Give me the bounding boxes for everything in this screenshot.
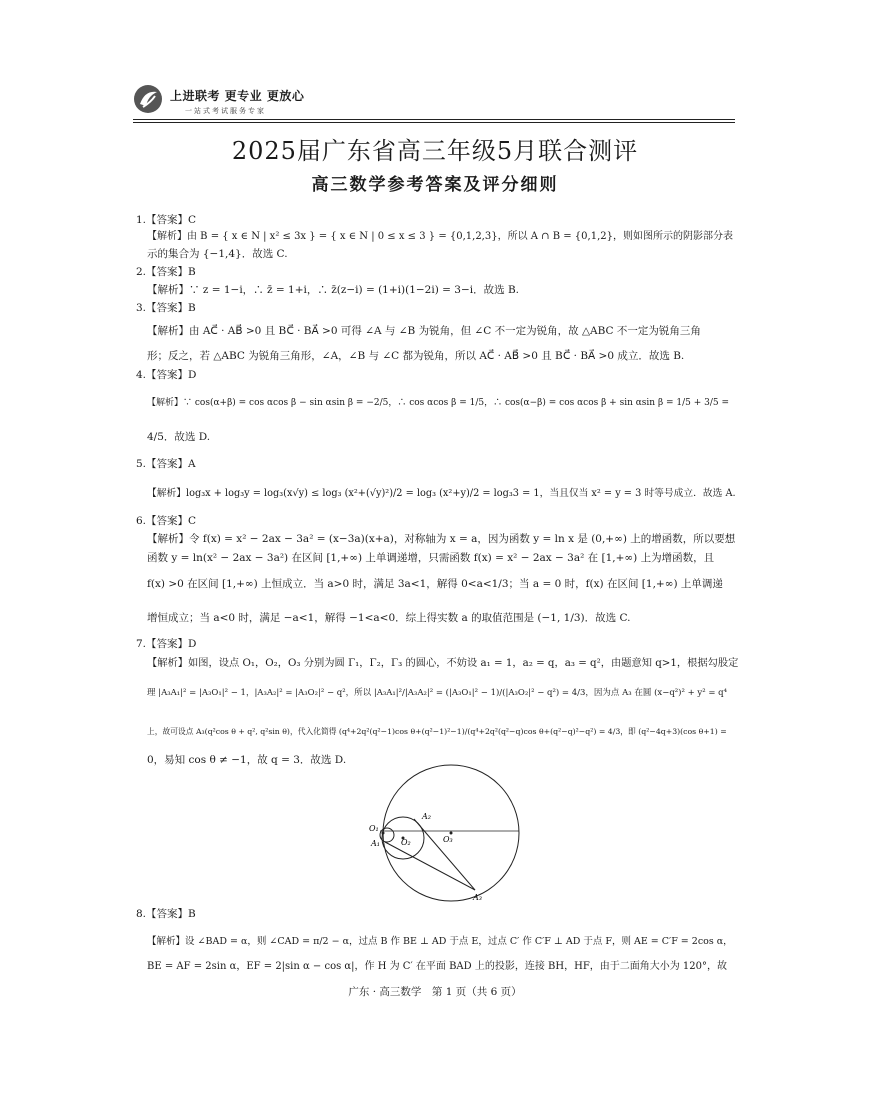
q7-line: 0，易知 cos θ ≠ −1，故 q = 3．故选 D.: [147, 754, 347, 766]
q6-line: f(x) >0 在区间 [1,+∞) 上恒成立．当 a>0 时，满足 3a<1，解得 0<a<1/3；当 a = 0 时，f(x) 在区间 [1,+∞) 上单调递: [147, 578, 723, 590]
figure-label: A₁: [371, 839, 380, 848]
page-subtitle: 高三数学参考答案及评分细则: [311, 175, 559, 195]
page-title: 2025届广东省高三年级5月联合测评: [231, 137, 639, 165]
q3-line: 形；反之，若 △ABC 为锐角三角形，∠A，∠B 与 ∠C 都为锐角，所以 AC⃗ · AB⃗ >0 且 BC⃗ · BA⃗ >0 成立．故选 B.: [147, 350, 685, 362]
figure-label: O₂: [401, 838, 411, 847]
header-slogan: 上进联考 更专业 更放心: [170, 89, 305, 103]
logo-icon: [133, 84, 163, 114]
q3-answer: 3.【答案】B: [136, 302, 196, 314]
header: [133, 84, 733, 124]
figure-label: A₂: [422, 812, 431, 821]
q5-answer: 5.【答案】A: [136, 458, 196, 470]
q7-answer: 7.【答案】D: [136, 638, 197, 650]
tangent-line: [414, 819, 475, 890]
q4-line: 【解析】∵ cos(α+β) = cos αcos β − sin αsin β = −2/5，∴ cos αcos β = 1/5，∴ cos(α−β) = cos αcos β + sin αsin β = 1/5 + 3/5 =: [147, 398, 730, 408]
q6-line: 【解析】令 f(x) = x² − 2ax − 3a² = (x−3a)(x+a)，对称轴为 x = a，因为函数 y = ln x 是 (0,+∞) 上的增函数，所以要想: [147, 533, 736, 545]
page-footer: 广东 · 高三数学 第 1 页（共 6 页）: [348, 986, 522, 998]
q7-line: 上，故可设点 A₃(q²cos θ + q², q²sin θ)，代入化简得 (q⁴+2q²(q²−1)cos θ+(q²−1)²−1)/(q⁴+2q²(q²−q)cos θ+(q²−q)²−q²) = 4/3，即 (q²−4q+3)(cos θ+1) =: [147, 727, 727, 736]
q1-line: 【解析】由 B = { x ∈ N | x² ≤ 3x } = { x ∈ N | 0 ≤ x ≤ 3 } = {0,1,2,3}，所以 A ∩ B = {0,1,2}，则如图所示的阴影部分表: [147, 231, 733, 242]
tangent-line: [385, 842, 475, 890]
q2-answer: 2.【答案】B: [136, 266, 196, 278]
q5-line: 【解析】log₃x + log₃y = log₃(x√y) ≤ log₃ (x²+(√y)²)/2 = log₃ (x²+y)/2 = log₃3 = 1，当且仅当 x² = y = 3 时等号成立．故选 A.: [147, 488, 736, 499]
q1-line: 示的集合为 {−1,4}．故选 C.: [147, 248, 288, 260]
q7-line: 理 |A₃A₁|² = |A₃O₁|² − 1，|A₃A₂|² = |A₃O₂|² − q²，所以 |A₃A₁|²/|A₃A₂|² = (|A₃O₁|² − 1)/(|A₃O₂|² − q²) = 4/3，因为点 A₃ 在圆 (x−q²)² + y² = q⁴: [147, 688, 727, 698]
figure-label: O₁: [369, 824, 379, 833]
figure-label: O₃: [443, 835, 453, 844]
q1-answer: 1.【答案】C: [136, 214, 197, 226]
q4-answer: 4.【答案】D: [136, 369, 197, 381]
q8-answer: 8.【答案】B: [136, 908, 196, 920]
q8-line: BE = AF = 2sin α，EF = 2|sin α − cos α|，作 H 为 C′ 在平面 BAD 上的投影，连接 BH，HF，由于二面角大小为 120°，故: [147, 961, 728, 972]
header-subslogan: 一站式考试服务专家: [185, 107, 266, 115]
header-rule-thin: [133, 122, 735, 123]
q7-figure: [365, 763, 545, 908]
center-point: [382, 832, 385, 835]
q2-line: 【解析】∵ z = 1−i，∴ z̄ = 1+i，∴ z̄(z−i) = (1+i)(1−2i) = 3−i．故选 B.: [147, 284, 520, 296]
header-rule: [133, 119, 735, 120]
q6-answer: 6.【答案】C: [136, 515, 197, 527]
q7-line: 【解析】如图，设点 O₁，O₂，O₃ 分别为圆 Γ₁，Γ₂，Γ₃ 的圆心，不妨设 a₁ = 1，a₂ = q，a₃ = q²，由题意知 q>1，根据勾股定: [147, 657, 739, 669]
q8-line: 【解析】设 ∠BAD = α，则 ∠CAD = π/2 − α，过点 B 作 BE ⊥ AD 于点 E，过点 C′ 作 C′F ⊥ AD 于点 F，则 AE = C′F = 2cos α，: [147, 936, 733, 947]
figure-label: A₃: [473, 893, 482, 902]
q6-line: 函数 y = ln(x² − 2ax − 3a²) 在区间 [1,+∞) 上单调递增，只需函数 f(x) = x² − 2ax − 3a² 在 [1,+∞) 上为增函数，且: [147, 552, 715, 564]
q6-line: 增恒成立；当 a<0 时，满足 −a<1，解得 −1<a<0．综上得实数 a 的取值范围是 (−1, 1/3)．故选 C.: [147, 612, 631, 624]
q3-line: 【解析】由 AC⃗ · AB⃗ >0 且 BC⃗ · BA⃗ >0 可得 ∠A 与 ∠B 为锐角，但 ∠C 不一定为锐角，故 △ABC 不一定为锐角三角: [147, 325, 701, 337]
q4-line: 4/5．故选 D.: [147, 431, 211, 443]
